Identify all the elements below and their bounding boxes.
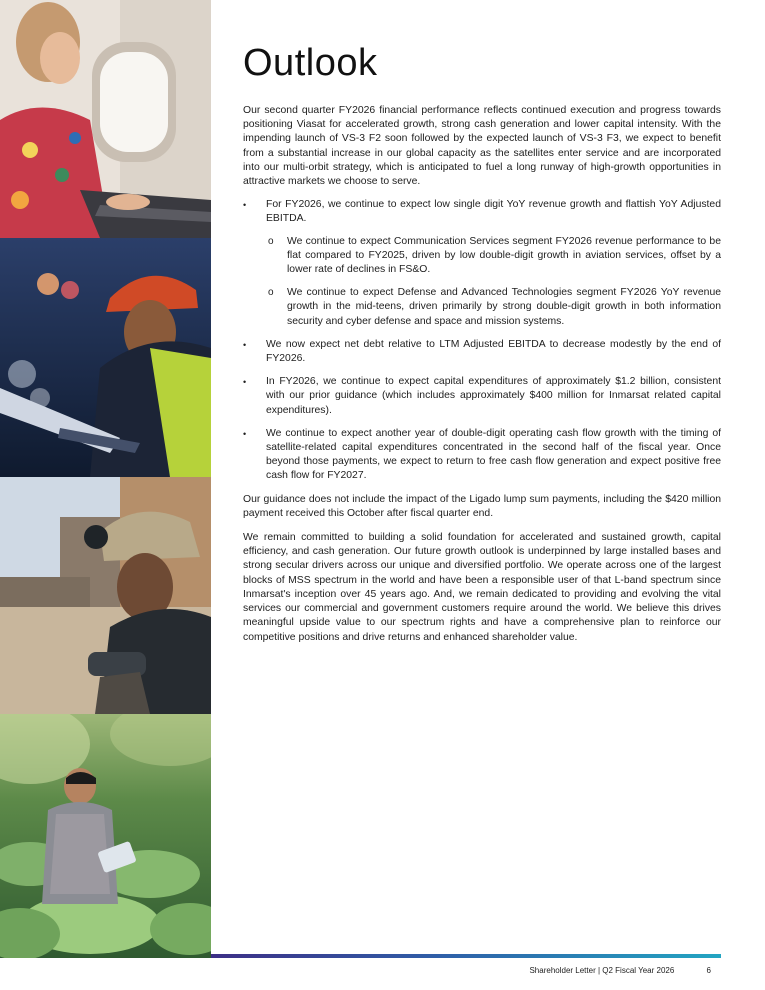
photo-soldier-tactical-gear xyxy=(0,477,211,714)
page-title: Outlook xyxy=(243,42,378,84)
sub-bullet-text: We continue to expect Defense and Advanced Technologies segment FY2026 YoY revenue growth in the mid-teens, driven primarily by strong double-digit growth in both information security and cyber defense and space and mission systems. xyxy=(287,287,721,327)
intro-paragraph: Our second quarter FY2026 financial performance reflects continued execution and progress towards positioning Viasat for accelerated growth, strong cash generation and lower capital intensity. With the impending launch of VS-3 F2 soon followed by the expected launch of VS-3 F3, we expect to benefit from a substantial increase in our global capacity as the satellites enter service and are incorporated into our multi-orbit strategy, which is anticipated to fuel a long runway of high-growth opportunities in attractive markets we choose to serve. xyxy=(243,105,721,188)
list-item xyxy=(243,338,721,366)
sub-bullet-marker: o xyxy=(268,235,274,247)
footer-gradient-bar xyxy=(211,954,721,958)
list-item xyxy=(266,235,721,278)
bullet-text: For FY2026, we continue to expect low single digit YoY revenue growth and flattish YoY Adjusted EBITDA. xyxy=(266,199,721,225)
list-item xyxy=(243,427,721,484)
photo-farmer-tablet-field xyxy=(0,714,211,958)
list-item xyxy=(243,198,721,329)
footer-label: Shareholder Letter | Q2 Fiscal Year 2026 xyxy=(529,966,675,975)
guidance-note-paragraph: Our guidance does not include the impact of the Ligado lump sum payments, including the $420 million payment received this October after fiscal quarter end. xyxy=(243,493,721,519)
guidance-list xyxy=(243,198,721,483)
outlook-section xyxy=(243,40,721,654)
page-footer xyxy=(529,966,711,975)
photo-engineer-hardhat-laptop xyxy=(0,238,211,477)
bullet-text: In FY2026, we continue to expect capital expenditures of approximately $1.2 billion, consistent with our prior guidance (which includes approximately $400 million for Inmarsat related capital expenditures). xyxy=(266,376,721,416)
list-item xyxy=(266,286,721,329)
list-item xyxy=(243,375,721,418)
photo-woman-laptop-airplane xyxy=(0,0,211,238)
sub-bullet-text: We continue to expect Communication Services segment FY2026 revenue performance to be flat compared to FY2025, driven by low double-digit growth in aviation services, offset by a lower rate of declines in FS&O. xyxy=(287,235,721,276)
closing-paragraph: We remain committed to building a solid foundation for accelerated and sustained growth, capital efficiency, and cash generation. Our future growth outlook is underpinned by large installed bases and strong secular drivers across our unique and diversified portfolio. We operate across one of the largest blocks of MSS spectrum in the world and have been a responsible user of that L-band spectrum since Inmarsat's inception over 45 years ago. And, we remain dedicated to providing and evolving the vital services our commercial and government customers require around the world. We believe this drives meaningful upside value to our spectrum rights and have a comprehensive plan to reinforce our competitive positions and drive returns and enhanced shareholder value. xyxy=(243,532,721,643)
bullet-text: We now expect net debt relative to LTM Adjusted EBITDA to decrease modestly by the end of FY2026. xyxy=(266,338,721,365)
bullet-text: We continue to expect another year of double-digit operating cash flow growth with the timing of satellite-related capital expenditures concentrated in the second half of the fiscal year. Once beyond those payments, we expect to return to free cash flow generation and expect positive free cash flow for FY2027. xyxy=(266,427,721,482)
segment-sublist xyxy=(266,235,721,329)
sub-bullet-marker: o xyxy=(268,287,274,299)
page-number: 6 xyxy=(706,966,711,975)
